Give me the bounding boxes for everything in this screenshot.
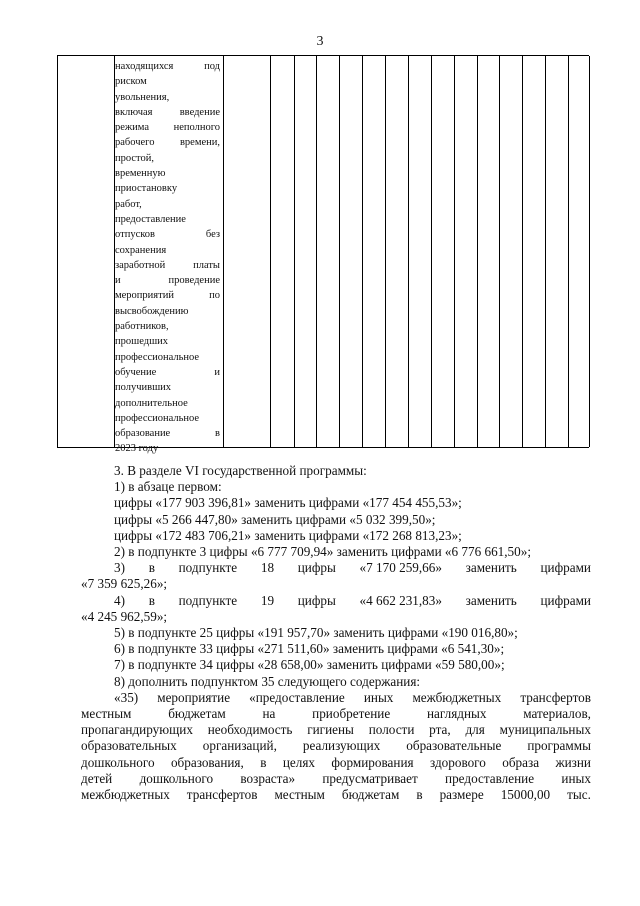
text-line <box>81 787 591 803</box>
table-column-rule <box>385 56 386 447</box>
cell-text-line <box>115 304 220 319</box>
cell-text-line <box>115 273 220 288</box>
cell-word: профессиональное <box>115 412 200 424</box>
table-column-rule <box>339 56 340 447</box>
cell-word: профессиональное <box>115 351 200 363</box>
cell-text-line <box>115 59 220 74</box>
text-word: 8) дополнить подпунктом 35 следующего содержания: <box>114 673 421 689</box>
cell-text-line <box>115 166 220 181</box>
cell-word: получивших <box>115 382 172 394</box>
text-word: 6) в подпункте 33 цифры «271 511,60» заменить цифрами «6 541,30»; <box>114 641 505 657</box>
text-word: жизни <box>555 754 591 770</box>
table-column-rule <box>522 56 523 447</box>
table-column-rule <box>294 56 295 447</box>
table-column-rule <box>223 56 224 447</box>
document-body <box>81 463 591 803</box>
text-word: «4 245 962,59»; <box>81 608 168 624</box>
text-word: «35) <box>114 689 139 705</box>
cell-word: обучение <box>115 366 157 378</box>
text-word: муниципальных <box>499 722 591 738</box>
cell-word: неполного <box>173 122 220 134</box>
text-word: пропагандирующих <box>81 722 193 738</box>
table-column-rule <box>454 56 455 447</box>
text-word: цифры «172 483 706,21» заменить цифрами «172 268 813,23»; <box>114 527 462 543</box>
cell-text-line <box>115 441 220 456</box>
cell-text-line <box>115 181 220 196</box>
text-word: заменить <box>465 592 517 608</box>
text-word: образовательные <box>406 738 502 754</box>
text-word: детей <box>81 770 113 786</box>
text-word: образа <box>502 754 540 770</box>
cell-word: увольнения, <box>115 91 170 103</box>
text-word: «предоставление <box>249 689 345 705</box>
text-word: цифрами <box>540 592 591 608</box>
text-word: полости <box>368 722 415 738</box>
cell-word: заработной <box>115 259 166 271</box>
text-word: 19 <box>260 592 275 608</box>
text-word: «4 662 231,83» <box>359 592 442 608</box>
table-column-rule <box>499 56 500 447</box>
table-column-rule <box>477 56 478 447</box>
text-word: местным <box>274 787 325 803</box>
cell-word: приостановку <box>115 183 178 195</box>
text-line <box>81 544 591 560</box>
cell-text-line <box>115 319 220 334</box>
text-line <box>81 706 591 722</box>
cell-text-line <box>115 120 220 135</box>
table-column-rule <box>270 56 271 447</box>
cell-word: работников, <box>115 321 169 333</box>
cell-word: под <box>204 61 220 72</box>
table-cell-description <box>115 59 220 457</box>
cell-word: 2023 году <box>115 443 159 455</box>
text-line <box>81 479 591 495</box>
table-column-rule <box>316 56 317 447</box>
cell-word: работ, <box>115 198 142 210</box>
text-word: реализующих <box>302 738 381 754</box>
cell-text-line <box>115 135 220 150</box>
table-column-rule <box>545 56 546 447</box>
text-line <box>81 674 591 690</box>
text-word: размере <box>439 787 484 803</box>
text-word: здорового <box>429 754 486 770</box>
text-word: рта, <box>429 722 451 738</box>
text-word: цифры <box>297 592 336 608</box>
cell-word: временную <box>115 168 166 180</box>
text-word: гигиены <box>307 722 354 738</box>
text-word: организаций, <box>202 738 277 754</box>
table-column-rule <box>589 56 590 447</box>
cell-word: простой, <box>115 152 154 164</box>
text-word: для <box>465 722 485 738</box>
text-line <box>81 495 591 511</box>
cell-word: и <box>115 275 121 287</box>
text-word: возраста» <box>240 770 296 786</box>
text-line <box>81 755 591 771</box>
cell-word: режима <box>115 122 150 134</box>
text-word: цифры <box>297 560 336 576</box>
cell-word: в <box>215 428 220 440</box>
text-word: формирования <box>331 754 414 770</box>
text-word: «7 170 259,66» <box>359 560 442 576</box>
table-column-rule <box>114 56 115 447</box>
cell-word: находящихся <box>115 61 174 72</box>
text-line <box>81 528 591 544</box>
text-line <box>81 463 591 479</box>
text-word: 1) в абзаце первом: <box>114 479 222 495</box>
text-line <box>81 771 591 787</box>
cell-text-line <box>115 426 220 441</box>
text-word: дошкольного <box>139 770 214 786</box>
text-word: бюджетам <box>341 787 400 803</box>
text-word: бюджетам <box>168 706 226 722</box>
cell-word: включая <box>115 106 153 118</box>
cell-text-line <box>115 227 220 242</box>
cell-word: предоставление <box>115 213 186 225</box>
table-fragment <box>57 55 589 455</box>
table-column-rule <box>362 56 363 447</box>
cell-word: по <box>209 290 220 302</box>
cell-word: мероприятий <box>115 290 174 302</box>
text-word: в <box>260 754 267 770</box>
text-word: 4) <box>114 592 125 608</box>
text-word: образования, <box>170 754 244 770</box>
text-word: цифры «5 266 447,80» заменить цифрами «5 032 399,50»; <box>114 511 436 527</box>
cell-word: времени, <box>179 137 220 149</box>
cell-word: сохранения <box>115 244 167 256</box>
cell-word: введение <box>179 106 220 118</box>
table-column-rule <box>57 56 58 447</box>
cell-text-line <box>115 396 220 411</box>
cell-text-line <box>115 258 220 273</box>
page-number: 3 <box>316 34 324 49</box>
cell-word: образование <box>115 428 171 440</box>
text-word: 3) <box>114 560 125 576</box>
cell-text-line <box>115 365 220 380</box>
text-word: приобретение <box>312 706 391 722</box>
text-word: наглядных <box>426 706 487 722</box>
cell-word: проведение <box>168 275 220 287</box>
cell-word: прошедших <box>115 336 169 348</box>
text-word: иных <box>363 689 394 705</box>
cell-word: рабочего <box>115 137 155 149</box>
text-word: 3. В разделе VI государственной программы: <box>114 463 367 478</box>
text-word: предоставление <box>445 770 535 786</box>
text-line <box>81 722 591 738</box>
cell-word: дополнительное <box>115 397 188 409</box>
text-word: в <box>148 560 155 576</box>
text-line <box>81 738 591 754</box>
cell-text-line <box>115 411 220 426</box>
cell-text-line <box>115 212 220 227</box>
cell-word: риском <box>115 76 147 88</box>
cell-text-line <box>115 380 220 395</box>
cell-text-line <box>115 334 220 349</box>
text-word: материалов, <box>523 706 591 722</box>
text-line <box>81 690 591 706</box>
text-word: в <box>416 787 423 803</box>
cell-text-line <box>115 288 220 303</box>
text-word: 5) в подпункте 25 цифры «191 957,70» заменить цифрами «190 016,80»; <box>114 625 518 641</box>
table-column-rule <box>431 56 432 447</box>
text-line <box>81 609 591 625</box>
text-word: цифрами <box>540 560 591 576</box>
text-word: предусматривает <box>322 770 418 786</box>
cell-word: без <box>205 229 220 241</box>
text-word: трансфертов <box>520 689 591 705</box>
text-word: заменить <box>465 560 517 576</box>
text-word: необходимость <box>207 722 293 738</box>
text-word: межбюджетных <box>81 787 170 803</box>
text-word: подпункте <box>178 592 238 608</box>
cell-word: отпусков <box>115 229 156 241</box>
text-word: трансфертов <box>186 787 258 803</box>
text-word: «7 359 625,26»; <box>81 576 168 592</box>
text-line <box>81 560 591 576</box>
text-word: цифры «177 903 396,81» заменить цифрами «177 454 455,53»; <box>114 495 462 511</box>
cell-text-line <box>115 350 220 365</box>
cell-text-line <box>115 197 220 212</box>
cell-text-line <box>115 151 220 166</box>
text-word: программы <box>527 738 591 754</box>
cell-text-line <box>115 243 220 258</box>
cell-word: высвобождению <box>115 305 189 317</box>
text-word: 2) в подпункте 3 цифры «6 777 709,94» заменить цифрами «6 776 661,50»; <box>114 544 532 560</box>
text-word: местным <box>81 706 132 722</box>
text-word: подпункте <box>178 560 238 576</box>
text-line <box>81 512 591 528</box>
table-column-rule <box>408 56 409 447</box>
text-line <box>81 625 591 641</box>
text-line <box>81 593 591 609</box>
cell-word: и <box>214 366 220 378</box>
text-word: межбюджетных <box>412 689 502 705</box>
text-word: иных <box>561 770 591 786</box>
text-line <box>81 641 591 657</box>
text-word: дошкольного <box>81 754 155 770</box>
table-column-rule <box>568 56 569 447</box>
text-line <box>81 657 591 673</box>
text-word: 15000,00 <box>500 787 551 803</box>
text-word: целях <box>282 754 315 770</box>
text-line <box>81 576 591 592</box>
text-word: образовательных <box>81 738 177 754</box>
text-word: в <box>148 592 155 608</box>
cell-text-line <box>115 74 220 89</box>
text-word: на <box>262 706 276 722</box>
cell-text-line <box>115 105 220 120</box>
text-word: тыс. <box>567 787 591 803</box>
text-word: 7) в подпункте 34 цифры «28 658,00» заменить цифрами «59 580,00»; <box>114 657 505 673</box>
cell-word: платы <box>193 259 220 271</box>
text-word: 18 <box>260 560 275 576</box>
text-word: мероприятие <box>157 689 231 705</box>
cell-text-line <box>115 90 220 105</box>
